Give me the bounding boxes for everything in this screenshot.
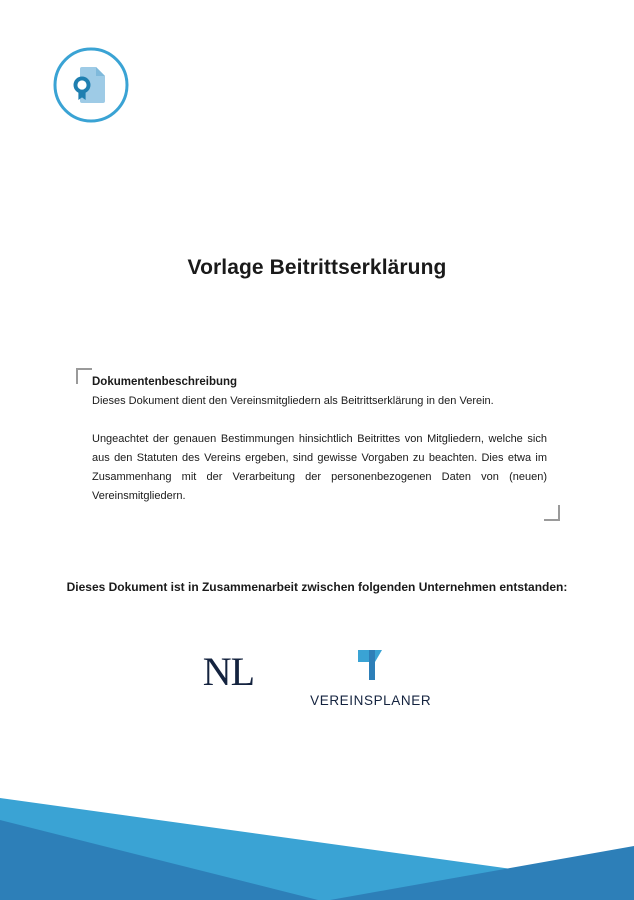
page-title: Vorlage Beitrittserklärung [187,256,447,279]
description-heading: Dokumentenbeschreibung [92,376,238,388]
footer-decoration [0,768,634,900]
corner-bracket-top-left [76,368,92,384]
partner-logos [0,648,634,708]
description-block [76,368,560,521]
partner-logo-vereinsplaner [310,648,431,708]
corner-bracket-bottom-right [544,505,560,521]
description-lead: Dieses Dokument dient den Vereinsmitgliedern als Beitrittserklärung in den Verein. [92,395,494,407]
vereinsplaner-wordmark: VEREINSPLANER [310,693,432,708]
document-seal-icon [52,46,130,124]
vereinsplaner-flag-icon [310,648,431,687]
collaboration-note: Dieses Dokument ist in Zusammenarbeit zwischen folgenden Unternehmen entstanden: [66,580,568,594]
partner-logo-nl: NL [202,649,255,694]
description-body: Ungeachtet der genauen Bestimmungen hinsichtlich Beitrittes von Mitgliedern, welche sich aus den Statuten des Vereins ergeben, sind gewisse Vorgaben zu beachten. Dies etwa im Zusammenhang mit der Verarbeitung der personenbezogenen Daten von (neuen) Vereinsmitgliedern. [92,432,547,503]
